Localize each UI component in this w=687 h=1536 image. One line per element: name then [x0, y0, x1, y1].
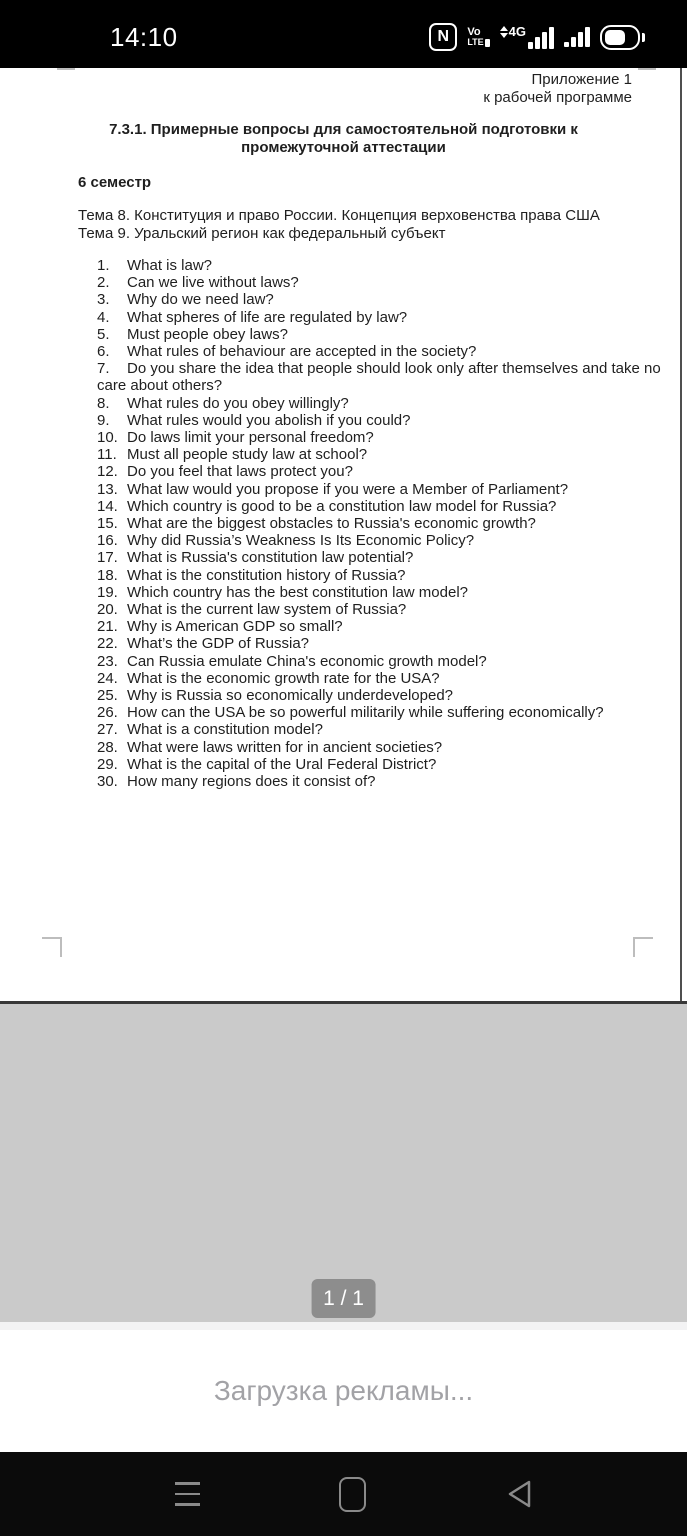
question-item — [97, 481, 679, 498]
question-number: 8. — [97, 394, 110, 412]
question-text: Do laws limit your personal freedom? — [127, 429, 374, 447]
volte-hd-box — [485, 39, 490, 47]
question-item — [97, 670, 679, 687]
question-item — [97, 309, 679, 326]
document-page[interactable] — [0, 68, 687, 1004]
question-item — [97, 739, 679, 756]
question-text: Why is Russia so economically underdeveloped? — [127, 687, 454, 705]
question-number: 12. — [97, 463, 118, 481]
crop-mark-bottom-right — [633, 937, 653, 957]
question-text: What is Russia's constitution law potential? — [127, 549, 414, 567]
question-text: What is the economic growth rate for the USA? — [127, 669, 440, 687]
question-text: What is the constitution history of Russia? — [127, 566, 406, 584]
doc-title: 7.3.1. Примерные вопросы для самостоятельной подготовки к промежуточной аттестации — [109, 121, 578, 156]
home-button[interactable] — [317, 1452, 387, 1536]
menu-icon — [175, 1482, 200, 1506]
ad-top-strip — [0, 1322, 687, 1330]
question-number: 27. — [97, 721, 118, 739]
question-item — [97, 532, 679, 549]
status-icons — [429, 23, 645, 51]
question-item — [97, 395, 679, 412]
question-item — [97, 687, 679, 704]
question-number: 9. — [97, 411, 110, 429]
question-number: 14. — [97, 497, 118, 515]
question-text: Must all people study law at school? — [127, 446, 368, 464]
question-item — [97, 653, 679, 670]
question-text: What is the capital of the Ural Federal District? — [127, 755, 437, 773]
question-number: 22. — [97, 635, 118, 653]
question-number: 3. — [97, 291, 110, 309]
question-text: How can the USA be so powerful militarily while suffering economically? — [127, 704, 604, 722]
question-number: 11. — [97, 446, 117, 464]
question-item — [97, 549, 679, 566]
question-number: 21. — [97, 618, 118, 636]
question-number: 10. — [97, 429, 118, 447]
question-text: What were laws written for in ancient societies? — [127, 738, 443, 756]
signal-bars-sim1-icon — [528, 27, 554, 49]
question-number: 17. — [97, 549, 118, 567]
question-text: Do you share the idea that people should look only after themselves and take no care about others? — [97, 360, 661, 395]
question-number: 24. — [97, 669, 118, 687]
question-item — [97, 360, 679, 394]
question-item — [97, 704, 679, 721]
question-text: What rules do you obey willingly? — [127, 394, 349, 412]
question-number: 28. — [97, 738, 118, 756]
question-text: What rules of behaviour are accepted in the society? — [127, 343, 477, 361]
question-item — [97, 412, 679, 429]
question-number: 29. — [97, 755, 118, 773]
question-item — [97, 721, 679, 738]
question-text: Can we live without laws? — [127, 274, 299, 292]
question-text: Can Russia emulate China's economic growth model? — [127, 652, 487, 670]
question-number: 15. — [97, 515, 118, 533]
question-number: 16. — [97, 532, 118, 550]
page-indicator-badge: 1 / 1 — [311, 1279, 376, 1318]
question-item — [97, 601, 679, 618]
question-item — [97, 635, 679, 652]
status-bar — [0, 0, 687, 68]
question-item — [97, 567, 679, 584]
nfc-icon: N — [429, 23, 457, 51]
question-list — [0, 257, 679, 790]
question-text: Do you feel that laws protect you? — [127, 463, 353, 481]
ad-loading-text: Загрузка рекламы... — [213, 1375, 474, 1406]
question-number: 25. — [97, 687, 118, 705]
question-number: 2. — [97, 274, 110, 292]
semester-label: 6 семестр — [78, 174, 152, 191]
ad-banner-area[interactable] — [0, 1330, 687, 1452]
topic-list — [78, 207, 667, 243]
question-text: What are the biggest obstacles to Russia's economic growth? — [127, 515, 536, 533]
question-item — [97, 274, 679, 291]
question-item — [97, 463, 679, 480]
question-text: What spheres of life are regulated by law? — [127, 308, 408, 326]
question-number: 7. — [97, 360, 110, 378]
question-item — [97, 429, 679, 446]
question-text: Why is American GDP so small? — [127, 618, 343, 636]
question-item — [97, 515, 679, 532]
question-text: Why do we need law? — [127, 291, 274, 309]
back-triangle-icon — [504, 1478, 534, 1510]
topic-line: Тема 9. Уральский регион как федеральный субъект — [78, 225, 446, 242]
question-item — [97, 257, 679, 274]
question-item — [97, 343, 679, 360]
question-item — [97, 773, 679, 790]
scan-edge-line — [680, 68, 682, 1001]
question-item — [97, 446, 679, 463]
signal-bars-sim2-icon — [564, 27, 590, 47]
question-number: 26. — [97, 704, 118, 722]
question-text: Why did Russia’s Weakness Is Its Economic Policy? — [127, 532, 475, 550]
doc-header-line: Приложение 1 — [531, 71, 632, 88]
question-number: 20. — [97, 601, 118, 619]
question-number: 13. — [97, 480, 118, 498]
question-text: What’s the GDP of Russia? — [127, 635, 310, 653]
question-text: What is the current law system of Russia? — [127, 601, 407, 619]
question-number: 18. — [97, 566, 118, 584]
question-number: 5. — [97, 325, 110, 343]
question-item — [97, 756, 679, 773]
crop-mark-bottom-left — [42, 937, 62, 957]
home-icon — [339, 1477, 366, 1512]
question-number: 4. — [97, 308, 110, 326]
topic-line: Тема 8. Конституция и право России. Концепция верховенства права США — [78, 207, 600, 224]
crop-mark-top-right — [638, 68, 656, 73]
question-text: Which country is good to be a constitution law model for Russia? — [127, 497, 557, 515]
question-number: 1. — [97, 257, 110, 274]
question-text: What rules would you abolish if you could? — [127, 411, 411, 429]
recents-menu-button[interactable] — [152, 1452, 222, 1536]
data-arrows-icon — [500, 26, 508, 38]
question-number: 19. — [97, 583, 118, 601]
question-number: 30. — [97, 773, 118, 791]
back-button[interactable] — [484, 1452, 554, 1536]
doc-header-line: к рабочей программе — [483, 89, 632, 106]
question-number: 23. — [97, 652, 118, 670]
question-text: What is a constitution model? — [127, 721, 323, 739]
question-item — [97, 498, 679, 515]
question-item — [97, 618, 679, 635]
question-number: 6. — [97, 343, 110, 361]
question-item — [97, 291, 679, 308]
question-text: What is law? — [127, 257, 213, 274]
question-item — [97, 326, 679, 343]
question-item — [97, 584, 679, 601]
volte-icon: Vo LTE — [467, 27, 489, 47]
question-text: Which country has the best constitution law model? — [127, 583, 469, 601]
question-text: What law would you propose if you were a Member of Parliament? — [127, 480, 569, 498]
doc-header — [0, 71, 632, 107]
android-nav-bar — [0, 1452, 687, 1536]
network-4g-icon: 4G — [500, 25, 554, 49]
question-text: How many regions does it consist of? — [127, 773, 376, 791]
battery-icon — [600, 25, 645, 50]
status-time: 14:10 — [110, 21, 178, 52]
question-text: Must people obey laws? — [127, 325, 288, 343]
